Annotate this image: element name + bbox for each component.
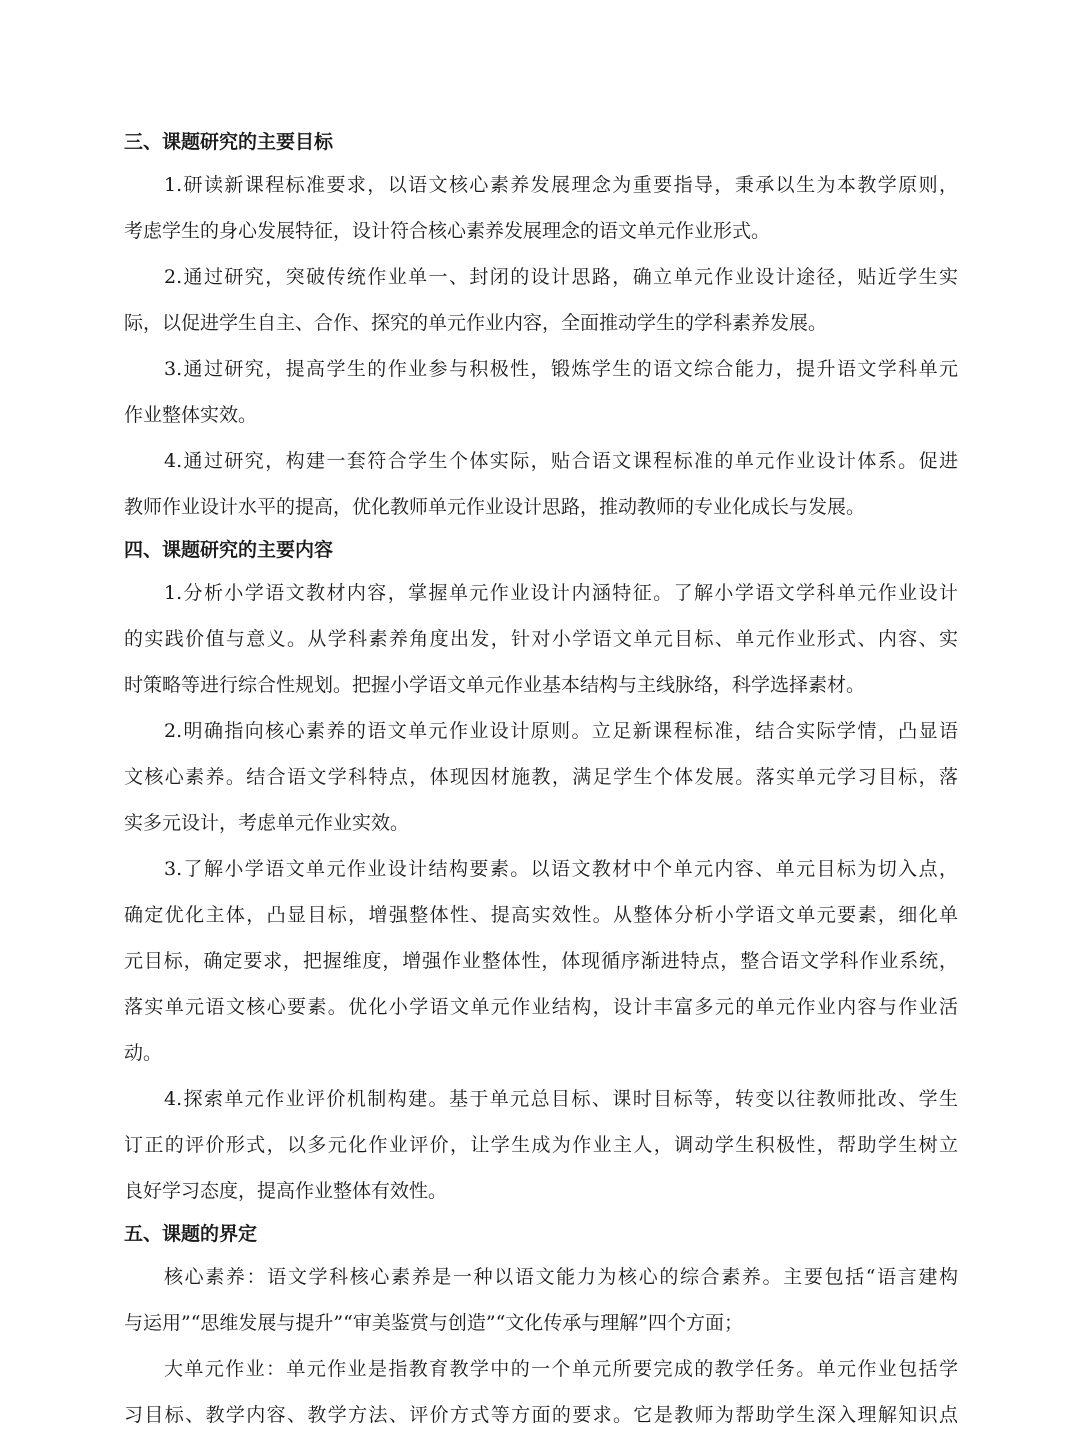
document-page (124, 122, 958, 1438)
paragraph (124, 1346, 958, 1438)
text-line: 落实单元语文核心要素。优化小学语文单元作业结构，设计丰富多元的单元作业内容与作业活 (124, 996, 958, 1018)
section-heading-goals: 三、课题研究的主要目标 (124, 131, 334, 153)
text-line: 实多元设计，考虑单元作业实效。 (124, 812, 410, 834)
paragraph (124, 1254, 958, 1346)
paragraph (124, 438, 958, 530)
text-line: 际，以促进学生自主、合作、探究的单元作业内容，全面推动学生的学科素养发展。 (124, 312, 828, 334)
paragraph (124, 254, 958, 346)
section-heading-content: 四、课题研究的主要内容 (124, 539, 334, 561)
text-line: 1.研读新课程标准要求，以语文核心素养发展理念为重要指导，秉承以生为本教学原则， (164, 174, 958, 196)
text-line: 2.明确指向核心素养的语文单元作业设计原则。立足新课程标准，结合实际学情，凸显语 (164, 720, 958, 742)
text-line: 订正的评价形式，以多元化作业评价，让学生成为作业主人，调动学生积极性，帮助学生树立 (124, 1134, 958, 1156)
text-line: 核心素养：语文学科核心素养是一种以语文能力为核心的综合素养。主要包括“语言建构 (164, 1266, 958, 1288)
text-line: 4.探索单元作业评价机制构建。基于单元总目标、课时目标等，转变以往教师批改、学生 (164, 1088, 958, 1110)
paragraph (124, 162, 958, 254)
text-line: 习目标、教学内容、教学方法、评价方式等方面的要求。它是教师为帮助学生深入理解知识点 (124, 1404, 958, 1426)
text-line: 的实践价值与意义。从学科素养角度出发，针对小学语文单元目标、单元作业形式、内容、实 (124, 628, 958, 650)
text-line: 4.通过研究，构建一套符合学生个体实际，贴合语文课程标准的单元作业设计体系。促进 (164, 450, 958, 472)
text-line: 3.通过研究，提高学生的作业参与积极性，锻炼学生的语文综合能力，提升语文学科单元 (164, 358, 958, 380)
text-line: 1.分析小学语文教材内容，掌握单元作业设计内涵特征。了解小学语文学科单元作业设计 (164, 582, 958, 604)
text-line: 考虑学生的身心发展特征，设计符合核心素养发展理念的语文单元作业形式。 (124, 220, 771, 242)
text-line: 与运用”“思维发展与提升”“审美鉴赏与创造”“文化传承与理解”四个方面； (124, 1312, 743, 1334)
paragraph (124, 708, 958, 846)
paragraph (124, 1076, 958, 1214)
text-line: 教师作业设计水平的提高，优化教师单元作业设计思路，推动教师的专业化成长与发展。 (124, 496, 866, 518)
text-line: 元目标，确定要求，把握维度，增强作业整体性，体现循序渐进特点，整合语文学科作业系统， (124, 950, 958, 972)
text-line: 时策略等进行综合性规划。把握小学语文单元作业基本结构与主线脉络，科学选择素材。 (124, 674, 866, 696)
text-line: 3.了解小学语文单元作业设计结构要素。以语文教材中个单元内容、单元目标为切入点， (164, 858, 958, 880)
text-line: 2.通过研究，突破传统作业单一、封闭的设计思路，确立单元作业设计途径，贴近学生实 (164, 266, 958, 288)
text-line: 动。 (124, 1042, 163, 1064)
paragraph (124, 346, 958, 438)
paragraph (124, 570, 958, 708)
paragraph (124, 846, 958, 1076)
text-line: 良好学习态度，提高作业整体有效性。 (124, 1180, 448, 1202)
text-line: 作业整体实效。 (124, 404, 258, 426)
text-line: 文核心素养。结合语文学科特点，体现因材施教，满足学生个体发展。落实单元学习目标，落 (124, 766, 958, 788)
text-line: 确定优化主体，凸显目标，增强整体性、提高实效性。从整体分析小学语文单元要素，细化单 (124, 904, 958, 926)
section-heading-definition: 五、课题的界定 (124, 1223, 258, 1245)
text-line: 大单元作业：单元作业是指教育教学中的一个单元所要完成的教学任务。单元作业包括学 (164, 1358, 958, 1380)
